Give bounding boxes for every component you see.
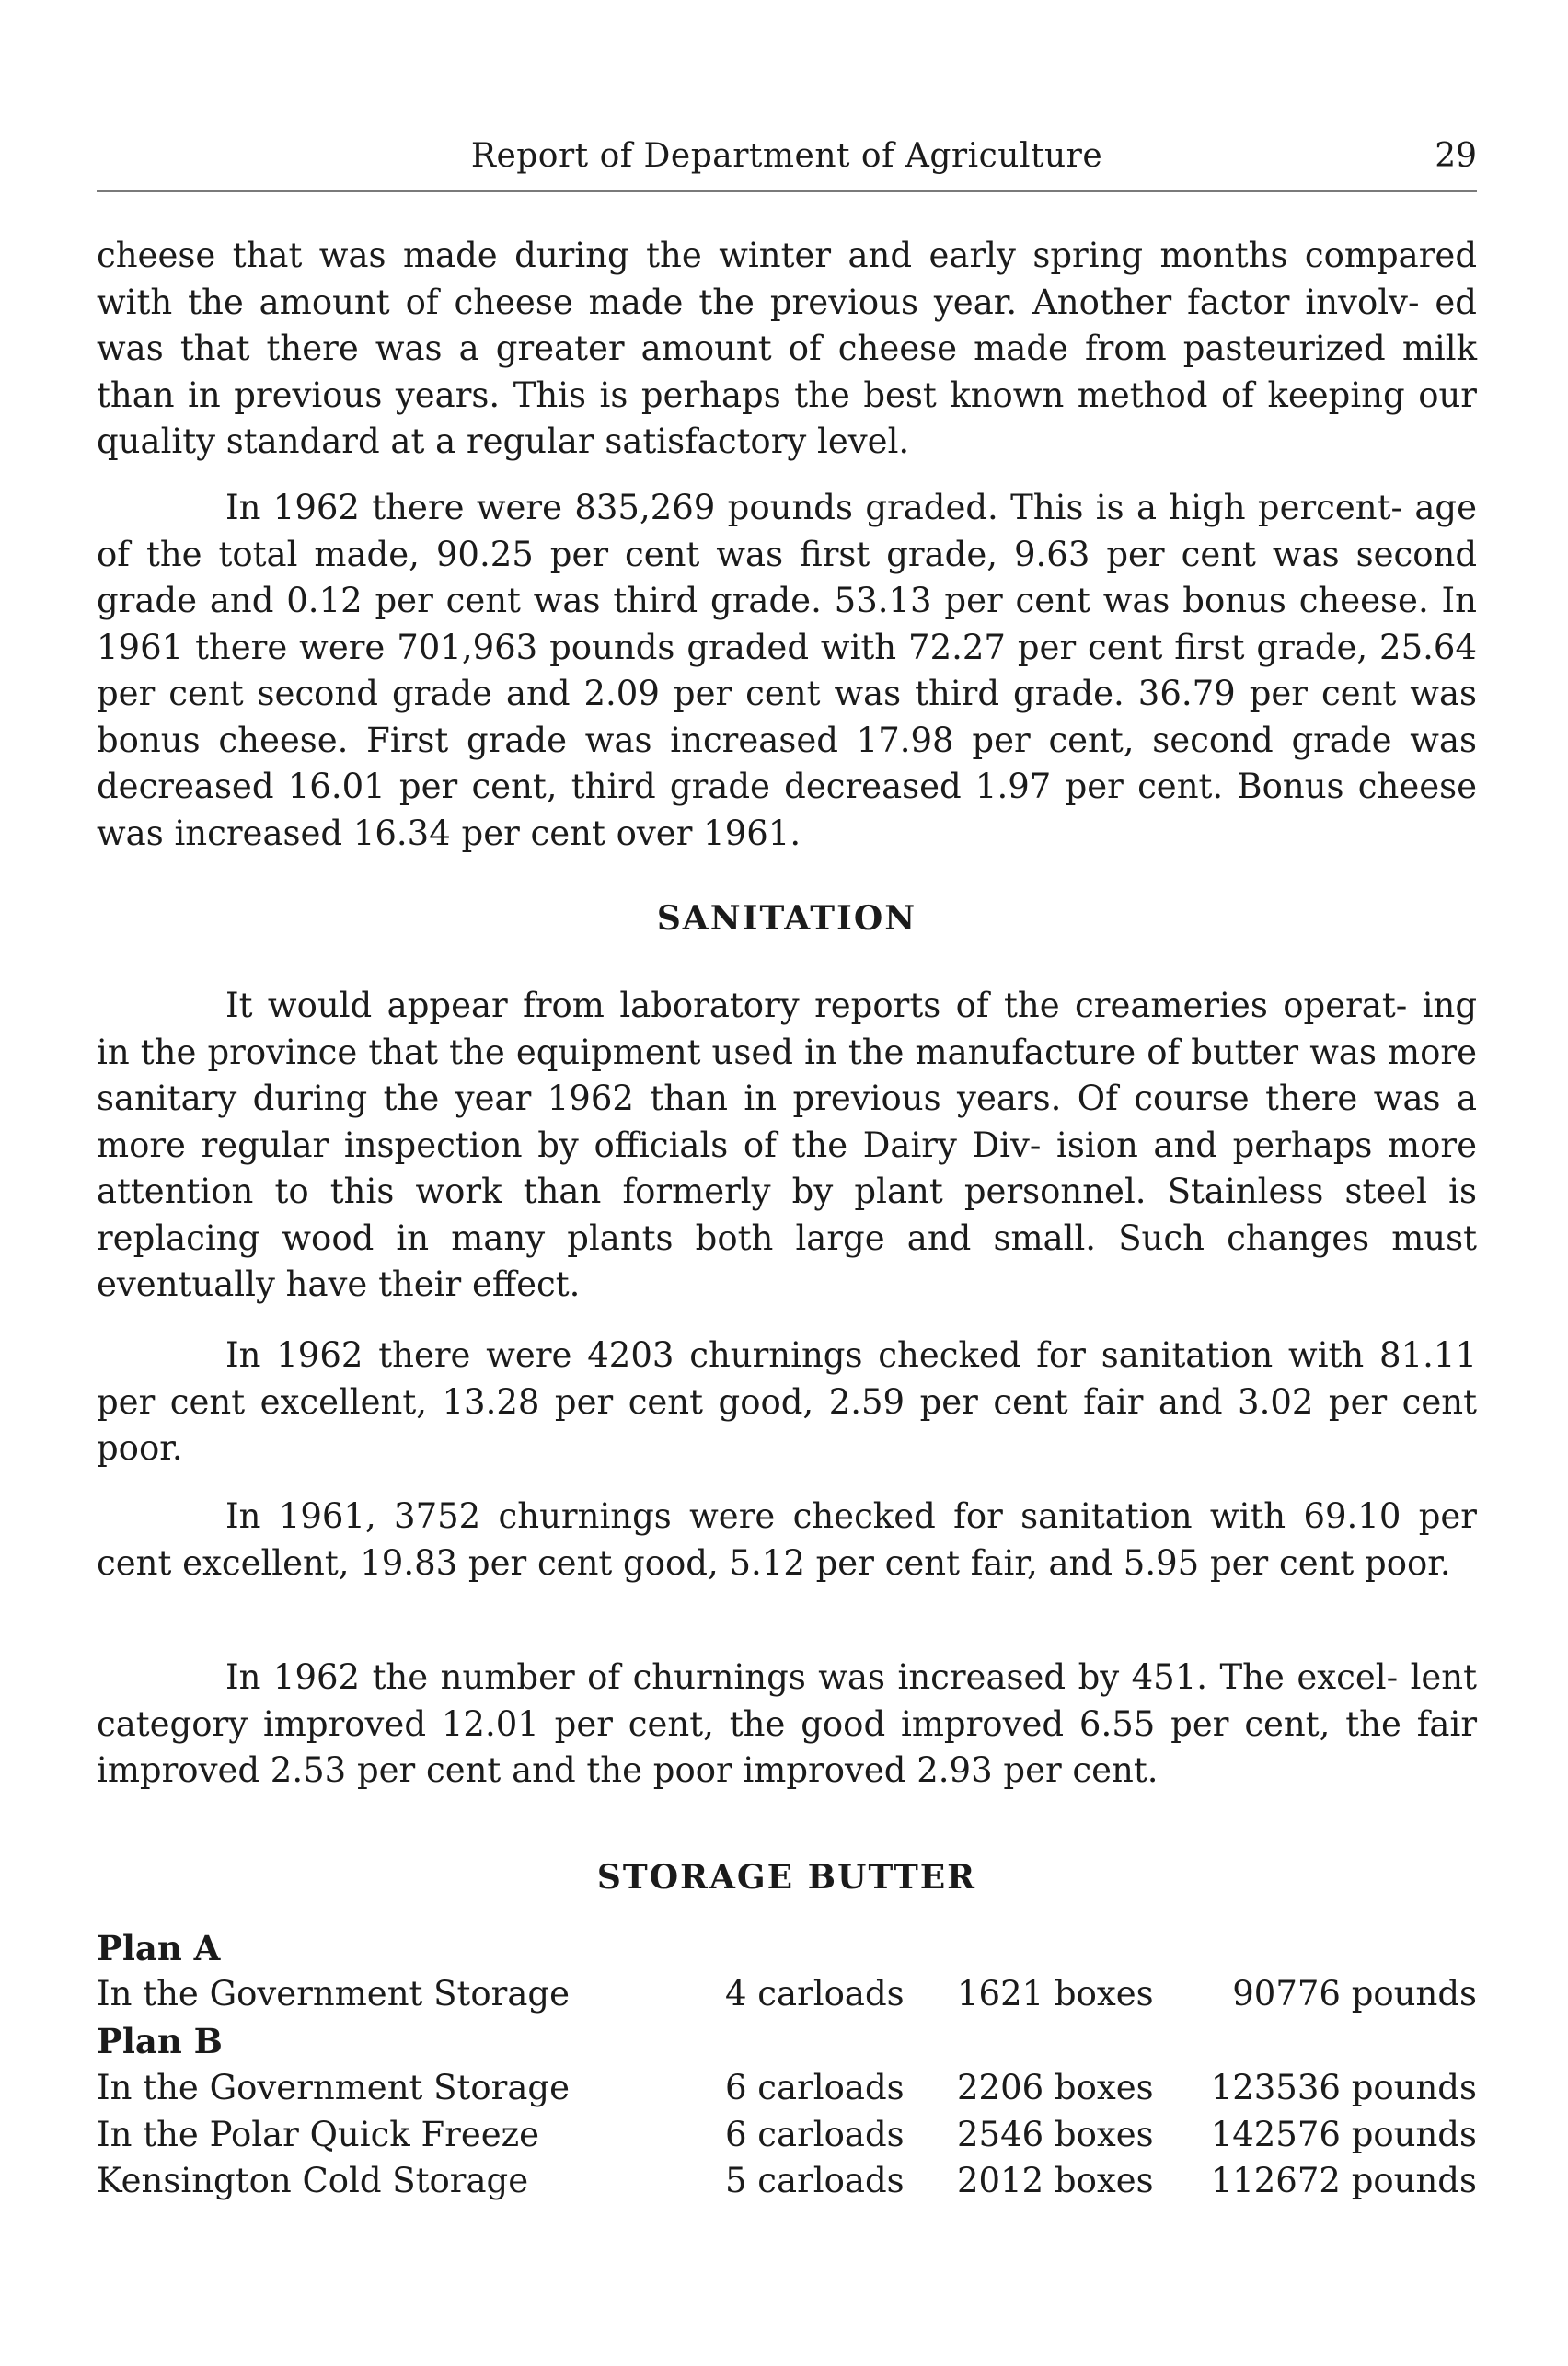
storage-pounds: 112672 pounds [1210,2161,1477,2200]
storage-boxes: 2012 boxes [957,2161,1154,2200]
storage-carloads: 6 carloads [725,2068,905,2107]
storage-boxes: 2546 boxes [957,2115,1154,2154]
plan-b-label: Plan B [97,2021,223,2061]
paragraph-sanitation-1961: In 1961, 3752 churnings were checked for sanitation with 69.10 per cent excellent, 19.83 per cent good, 5.12 per cent fair, and 5.95 per cent poor. [97,1496,1477,1583]
running-title: Report of Department of Agriculture [470,137,1103,175]
paragraph-cheese-grading: In 1962 there were 835,269 pounds graded. This is a high percent- age of the total made, 90.25 per cent was first grade, 9.63 per cent was second grade and 0.12 per cent was third grade. 53.13 per cent was bonus cheese. In 1961 there were 701,963 pounds graded with 72.27 per cent first grade, 25.64 per cent second grade and 2.09 per cent was third grade. 36.79 per cent was bonus cheese. First grade was increased 17.98 per cent, second grade was decreased 16.01 per cent, third grade decreased 1.97 per cent. Bonus cheese was increased 16.34 per cent over 1961. [97,488,1477,853]
storage-location: In the Government Storage [97,1974,570,2014]
storage-row [97,1971,1477,2017]
storage-row [97,2112,1477,2158]
running-head [97,129,1477,184]
storage-carloads: 4 carloads [725,1974,905,2014]
plan-a-label: Plan A [97,1928,221,1968]
storage-row [97,2158,1477,2204]
paragraph-sanitation-comparison: In 1962 the number of churnings was increased by 451. The excel- lent category improved 12.01 per cent, the good improved 6.55 per cent, the fair improved 2.53 per cent and the poor improved 2.93 per cent. [97,1657,1477,1790]
storage-location: In the Government Storage [97,2068,570,2107]
storage-location: In the Polar Quick Freeze [97,2115,540,2154]
header-rule [97,190,1477,192]
page-number: 29 [1435,137,1477,175]
storage-location: Kensington Cold Storage [97,2161,529,2200]
storage-butter-heading: STORAGE BUTTER [596,1858,977,1897]
storage-pounds: 142576 pounds [1210,2115,1477,2154]
storage-boxes: 2206 boxes [957,2068,1154,2107]
sanitation-heading: SANITATION [656,899,917,938]
storage-boxes: 1621 boxes [957,1974,1154,2014]
storage-carloads: 5 carloads [725,2161,905,2200]
paragraph-sanitation-1962: In 1962 there were 4203 churnings checked for sanitation with 81.11 per cent excellent, 13.28 per cent good, 2.59 per cent fair and 3.02 per cent poor. [97,1335,1477,1468]
paragraph-sanitation-intro: It would appear from laboratory reports of the creameries operat- ing in the province that the equipment used in the manufacture of butter was more sanitary during the year 1962 than in previous years. Of course there was a more regular inspection by officials of the Dairy Div- ision and perhaps more attention to this work than formerly by plant personnel. Stainless steel is replacing wood in many plants both large and small. Such changes must eventually have their effect. [97,986,1477,1304]
storage-row [97,2065,1477,2111]
paragraph-continued-cheese: cheese that was made during the winter and early spring months compared with the amount of cheese made the previous year. Another factor involv- ed was that there was a greater amount of cheese made from pasteurized milk than in previous years. This is perhaps the best known method of keeping our quality standard at a regular satisfactory level. [97,236,1477,461]
storage-carloads: 6 carloads [725,2115,905,2154]
storage-pounds: 123536 pounds [1210,2068,1477,2107]
storage-pounds: 90776 pounds [1232,1974,1477,2014]
